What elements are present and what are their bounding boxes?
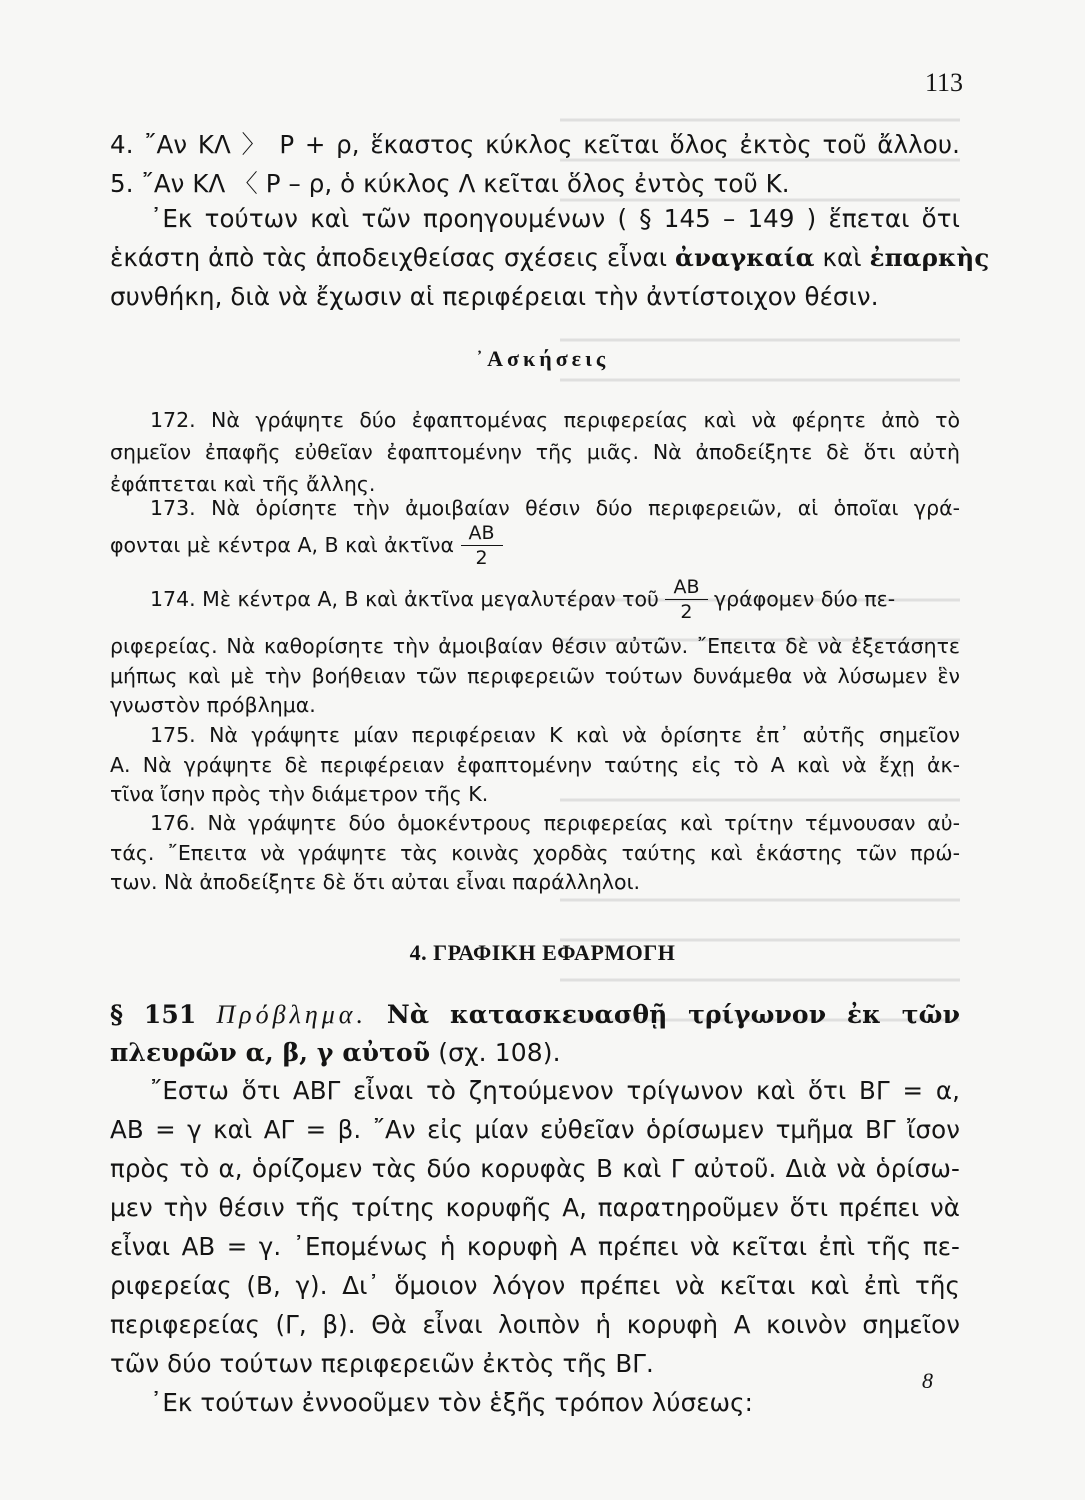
exercise-175-line-2: Α. Νὰ γράψητε δὲ περιφέρειαν ἐφαπτομένην ταύτης εἰς τὸ Α καὶ νὰ ἔχῃ ἀκ- — [110, 753, 960, 777]
solution-line-6: ριφερείας (Β, γ). Δι᾿ ὅμοιον λόγον πρέπει νὰ κεῖται καὶ ἐπὶ τῆς — [110, 1271, 960, 1300]
figure-reference: (σχ. 108). — [438, 1038, 561, 1067]
signature-mark: 8 — [922, 1368, 933, 1393]
statement-4: 4. ῎Αν ΚΛ 〉 Ρ + ρ, ἕκαστος κύκλος κεῖται ὅλος ἐκτὸς τοῦ ἄλλου. — [110, 130, 960, 159]
conjunction: καὶ — [822, 243, 862, 272]
exercise-174-line-2: ριφερείας. Νὰ καθορίσητε τὴν ἀμοιβαίαν θέσιν αὐτῶν. ῎Επειτα δὲ νὰ ἐξετάσητε — [110, 634, 960, 658]
fraction-ab-over-2 — [461, 524, 503, 568]
statement-5: 5. ῎Αν ΚΛ 〈 Ρ – ρ, ὁ κύκλος Λ κεῖται ὅλος ἐντὸς τοῦ Κ. — [110, 169, 790, 198]
solution-line-1: ῎Εστω ὅτι ΑΒΓ εἶναι τὸ ζητούμενον τρίγωνον καὶ ὅτι ΒΓ = α, — [150, 1076, 960, 1105]
problem-title-line-2 — [110, 1038, 960, 1067]
solution-line-5: εἶναι ΑΒ = γ. ᾿Επομένως ἡ κορυφὴ Α πρέπει νὰ κεῖται ἐπὶ τῆς πε- — [110, 1232, 960, 1261]
solution-line-8: τῶν δύο τούτων περιφερειῶν ἐκτὸς τῆς ΒΓ. — [110, 1349, 654, 1378]
fraction-ab-over-2-second — [665, 578, 707, 622]
exercise-175-line-3: τῖνα ἴσην πρὸς τὴν διάμετρον τῆς Κ. — [110, 782, 489, 806]
solution-line-3: πρὸς τὸ α, ὁρίζομεν τὰς δύο κορυφὰς Β καὶ Γ αὐτοῦ. Διὰ νὰ ὁρίσω- — [110, 1154, 960, 1183]
exercise-174-text-b: γράφομεν δύο πε- — [714, 587, 896, 611]
page-number: 113 — [924, 68, 963, 97]
solution-line-2: ΑΒ = γ καὶ ΑΓ = β. ῎Αν εἰς μίαν εὐθεῖαν ὁρίσωμεν τμῆμα ΒΓ ἴσον — [110, 1115, 960, 1144]
exercise-174-text-a: 174. Μὲ κέντρα Α, Β καὶ ἀκτῖνα μεγαλυτέραν τοῦ — [150, 587, 659, 611]
problem-title-line-1 — [110, 1000, 960, 1030]
exercise-174-line-3: μήπως καὶ μὲ τὴν βοήθειαν τῶν περιφερειῶν τούτων δυνάμεθα νὰ λύσωμεν ἓν — [110, 664, 960, 688]
term-sufficient: ἐπαρκὴς — [869, 243, 990, 272]
exercise-176-line-3: των. Νὰ ἀποδείξητε δὲ ὅτι αὐται εἶναι παράλληλοι. — [110, 870, 641, 894]
term-necessary: ἀναγκαία — [675, 243, 815, 272]
exercise-176-line-1: 176. Νὰ γράψητε δύο ὁμοκέντρους περιφερείας καὶ τρίτην τέμνουσαν αὐ- — [150, 811, 960, 835]
exercise-172-line-1: 172. Νὰ γράψητε δύο ἐφαπτομένας περιφερείας καὶ νὰ φέρητε ἀπὸ τὸ — [150, 408, 960, 432]
problem-title-b: πλευρῶν α, β, γ αὐτοῦ — [110, 1038, 431, 1067]
exercise-173-text: φονται μὲ κέντρα Α, Β καὶ ἀκτῖνα — [110, 533, 454, 557]
exercise-176-line-2: τάς. ῎Επειτα νὰ γράψητε τὰς κοινὰς χορδὰς ταύτης καὶ ἑκάστης τῶν πρώ- — [110, 841, 960, 865]
conclusion-line-2 — [110, 243, 990, 272]
solution-line-9: ᾿Εκ τούτων ἐννοοῦμεν τὸν ἑξῆς τρόπον λύσεως: — [150, 1388, 753, 1417]
exercise-173-line-1: 173. Νὰ ὁρίσητε τὴν ἀμοιβαίαν θέσιν δύο περιφερειῶν, αἱ ὁποῖαι γρά- — [150, 496, 960, 520]
fraction-numerator: ΑΒ — [461, 524, 503, 546]
fraction-numerator-2: ΑΒ — [665, 578, 707, 600]
exercises-heading: ᾿Ασκήσεις — [475, 346, 610, 371]
solution-line-4: μεν τὴν θέσιν τῆς τρίτης κορυφῆς Α, παρατηροῦμεν ὅτι πρέπει νὰ — [110, 1193, 960, 1222]
exercise-174-line-1 — [150, 578, 960, 622]
fraction-denominator: 2 — [475, 547, 488, 569]
conclusion-text: ἑκάστη ἀπὸ τὰς ἀποδειχθείσας σχέσεις εἶναι — [110, 243, 668, 272]
problem-label: Πρόβλημα. — [216, 1000, 367, 1029]
exercise-174-line-4: γνωστὸν πρόβλημα. — [110, 693, 316, 717]
exercise-173-line-2 — [110, 524, 960, 568]
conclusion-line-3: συνθήκη, διὰ νὰ ἔχωσιν αἱ περιφέρειαι τὴν ἀντίστοιχον θέσιν. — [110, 282, 879, 311]
exercise-172-line-2: σημεῖον ἐπαφῆς εὐθεῖαν ἐφαπτομένην τῆς μιᾶς. Νὰ ἀποδείξητε δὲ ὅτι αὐτὴ — [110, 440, 960, 464]
problem-number: § 151 — [110, 1000, 197, 1029]
section-heading: 4. ΓΡΑΦΙΚΗ ΕΦΑΡΜΟΓΗ — [409, 940, 676, 965]
fraction-denominator-2: 2 — [680, 601, 693, 623]
exercise-172-line-3: ἐφάπτεται καὶ τῆς ἄλλης. — [110, 472, 376, 496]
conclusion-line-1: ᾿Εκ τούτων καὶ τῶν προηγουμένων ( § 145 – 149 ) ἕπεται ὅτι — [150, 204, 960, 233]
solution-line-7: περιφερείας (Γ, β). Θὰ εἶναι λοιπὸν ἡ κορυφὴ Α κοινὸν σημεῖον — [110, 1310, 960, 1339]
problem-title-a: Νὰ κατασκευασθῇ τρίγωνον ἐκ τῶν — [386, 1000, 961, 1029]
exercise-175-line-1: 175. Νὰ γράψητε μίαν περιφέρειαν Κ καὶ νὰ ὁρίσητε ἐπ᾿ αὐτῆς σημεῖον — [150, 723, 960, 747]
